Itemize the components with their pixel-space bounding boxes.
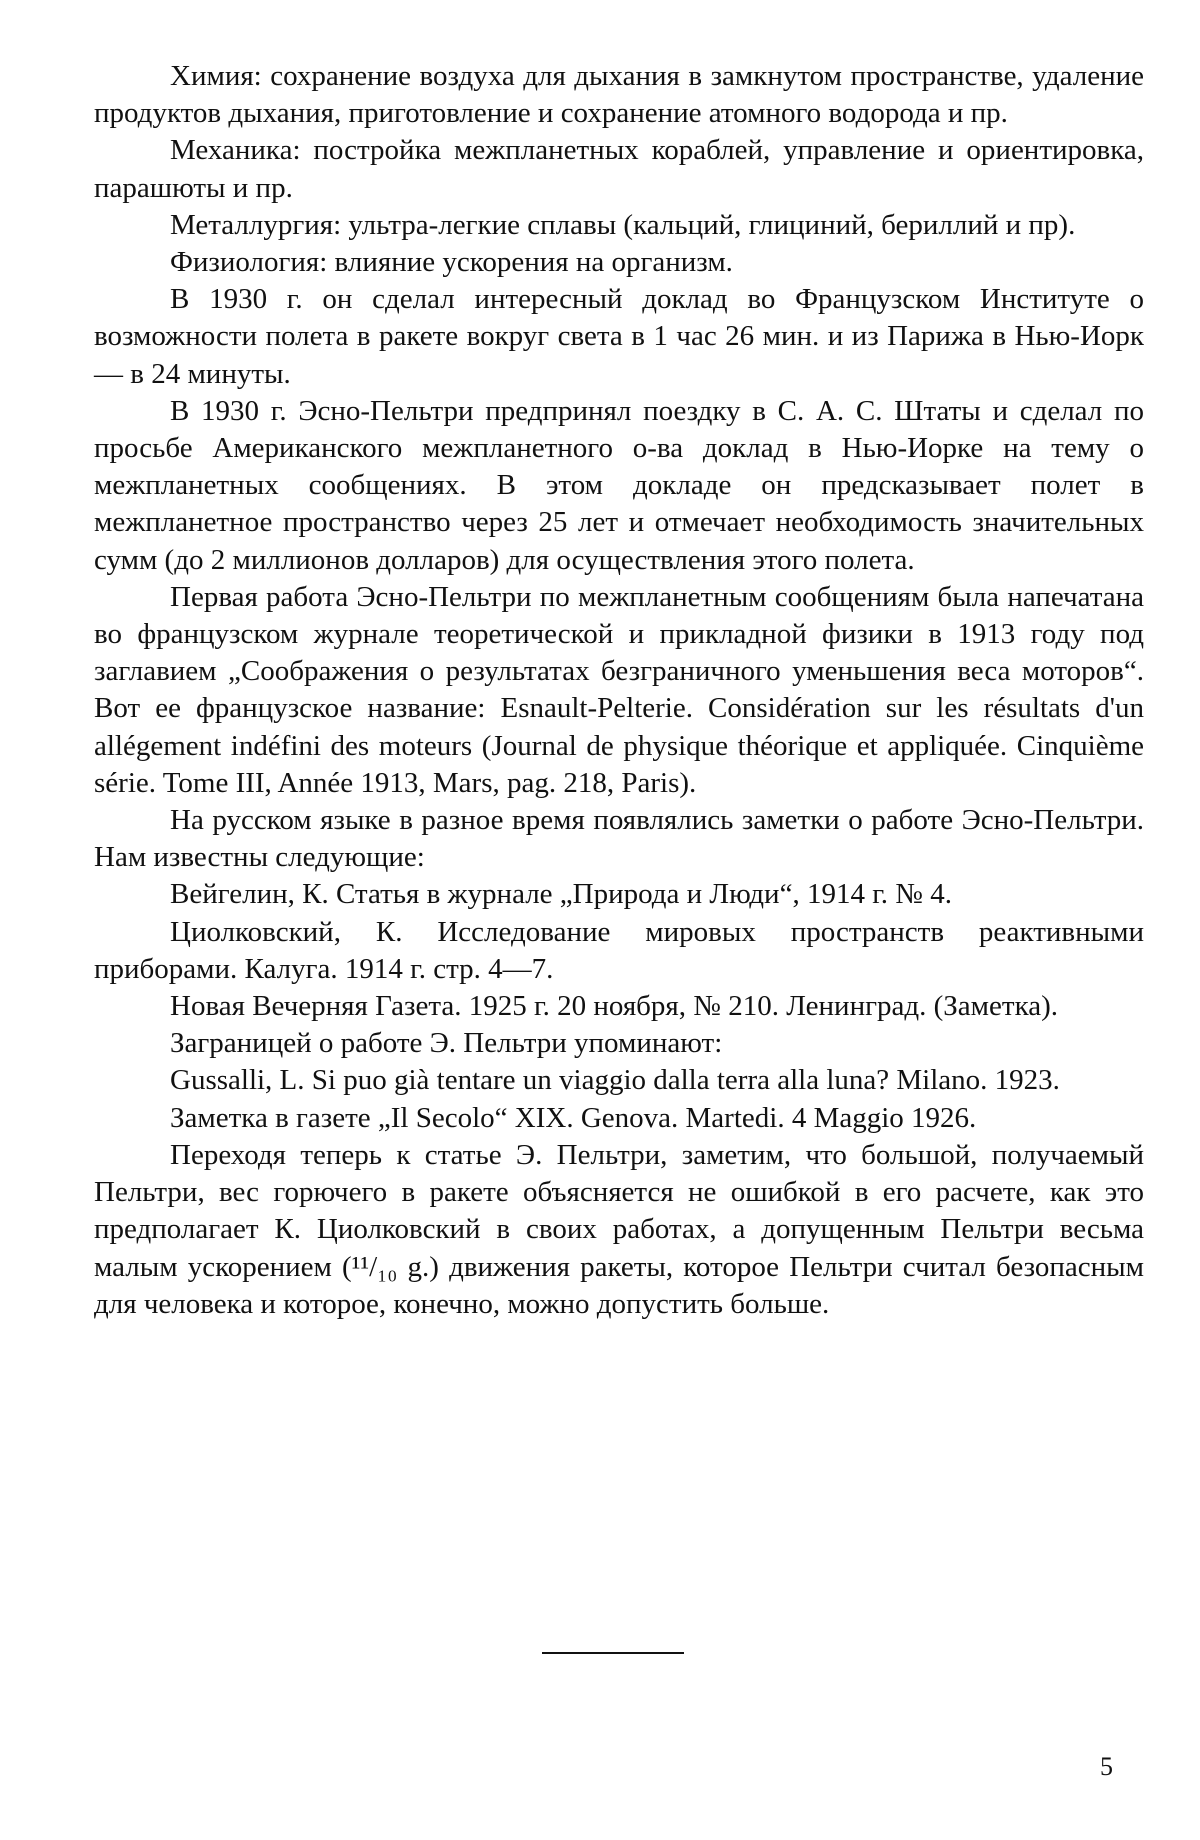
paragraph-abroad: Заграницей о работе Э. Пельтри упоминают:: [170, 1027, 723, 1060]
paragraph-chemistry: Химия: сохранение воздуха для дыхания в замкнутом пространстве, удаление продуктов дыхания, приготовление и сохранение атомного водорода и пр.: [94, 60, 1144, 130]
page-body: [94, 58, 1144, 1323]
paragraph-weigelin: Вейгелин, К. Статья в журнале „Природа и Люди“, 1914 г. № 4.: [170, 878, 952, 911]
paragraph-tsiolkovsky: Циолковский, К. Исследование мировых пространств реактивными приборами. Калуга. 1914 г. стр. 4—7.: [94, 915, 1144, 985]
paragraph-russian-notes: На русском языке в разное время появлялись заметки о работе Эсно-Пельтри. Нам известны следующие:: [94, 804, 1144, 874]
section-divider: [542, 1652, 684, 1654]
paragraph-metallurgy: Металлургия: ультра-легкие сплавы (кальций, глициний, бериллий и пр).: [170, 208, 1076, 241]
paragraph-physiology: Физиология: влияние ускорения на организм.: [170, 246, 733, 279]
paragraph-il-secolo: Заметка в газете „Il Secolo“ XIX. Genova. Martedi. 4 Maggio 1926.: [170, 1101, 977, 1134]
paragraph-first-work: Первая работа Эсно-Пельтри по межпланетным сообщениям была напечатана во французском журнале теоретической и прикладной физики в 1913 году под заглавием „Соображения о результатах безграничного уменьшения веса моторов“. Вот ее французское название: Esnault-Pelterie. Considération sur les résultats d'un allégement indéfini des moteurs (Journal de physique théorique et appliquée. Cinquième série. Tome III, Année 1913, Mars, pag. 218, Paris).: [94, 580, 1144, 799]
paragraph-mechanics: Механика: постройка межпланетных кораблей, управление и ориентировка, парашюты и пр.: [94, 134, 1144, 204]
paragraph-report-1930: В 1930 г. он сделал интересный доклад во Французском Институте о возможности полета в ракете вокруг света в 1 час 26 мин. и из Парижа в Нью-Иорк — в 24 минуты.: [94, 283, 1144, 390]
paragraph-conclusion: Переходя теперь к статье Э. Пельтри, заметим, что большой, получаемый Пельтри, вес горючего в ракете объясняется не ошибкой в его расчете, как это предполагает К. Циолковский в своих работах, а допущенным Пельтри весьма малым ускорением (¹¹/₁₀ g.) движения ракеты, которое Пельтри считал безопасным для человека и которое, конечно, можно допустить больше.: [94, 1138, 1144, 1320]
paragraph-trip-1930: В 1930 г. Эсно-Пельтри предпринял поездку в С. А. С. Штаты и сделал по просьбе Американского межпланетного о-ва доклад в Нью-Иорке на тему о межпланетных сообщениях. В этом докладе он предсказывает полет в межпланетное пространство через 25 лет и отмечает необходимость значительных сумм (до 2 миллионов долларов) для осуществления этого полета.: [94, 394, 1144, 576]
paragraph-newspaper: Новая Вечерняя Газета. 1925 г. 20 ноября, № 210. Ленинград. (Заметка).: [170, 990, 1058, 1023]
page-number: 5: [1100, 1752, 1113, 1781]
paragraph-gussalli: Gussalli, L. Si puo già tentare un viaggio dalla terra alla luna? Milano. 1923.: [170, 1064, 1060, 1097]
